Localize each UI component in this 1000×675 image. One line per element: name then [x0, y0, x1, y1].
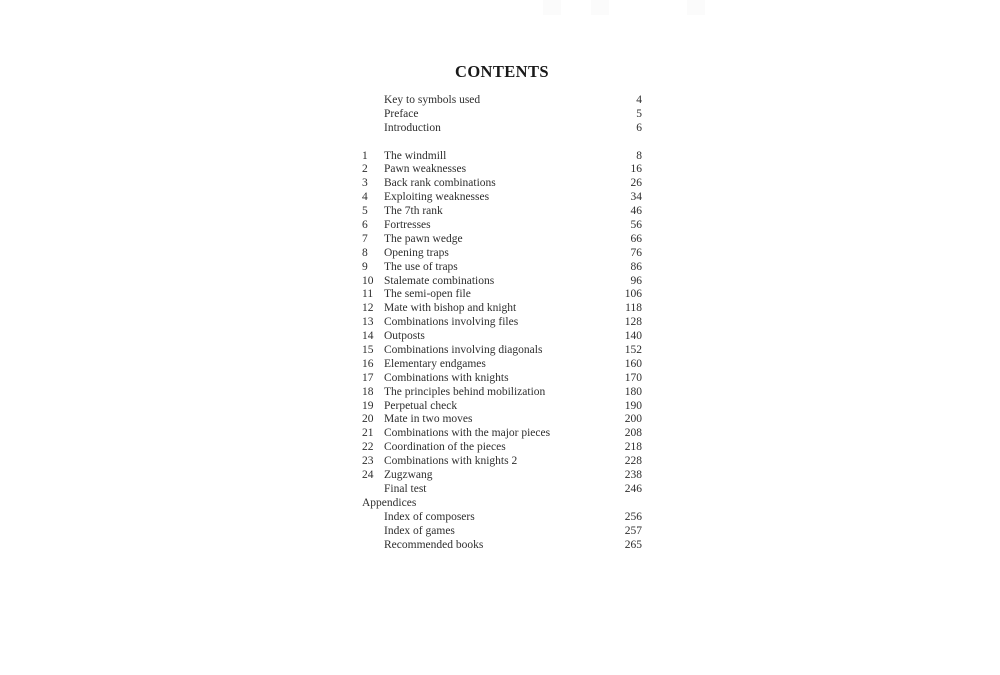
entry-page-number: 86 — [630, 260, 642, 273]
toc-row — [362, 386, 642, 400]
entry-title: Fortresses — [384, 219, 431, 232]
chapter-number: 18 — [362, 385, 374, 398]
entry-title: Introduction — [384, 121, 441, 134]
chapter-number: 11 — [362, 288, 374, 301]
chapter-number: 17 — [362, 371, 374, 384]
entry-page-number: 6 — [636, 121, 642, 134]
chapter-number: 21 — [362, 427, 374, 440]
chapter-number: 2 — [362, 163, 368, 176]
chapter-number: 4 — [362, 191, 368, 204]
toc-row — [362, 261, 642, 275]
entry-page-number: 4 — [636, 94, 642, 106]
entry-title: The principles behind mobilization — [384, 385, 546, 398]
entry-page-number: 228 — [624, 455, 642, 468]
toc-row — [362, 358, 642, 372]
toc-row — [362, 344, 642, 358]
entry-page-number: 128 — [624, 316, 642, 329]
chapter-number: 10 — [362, 274, 374, 287]
entry-page-number: 8 — [636, 149, 642, 162]
entry-title: Back rank combinations — [384, 177, 496, 190]
entry-page-number: 34 — [630, 191, 642, 204]
entry-page-number: 257 — [624, 524, 642, 537]
entry-title: Perpetual check — [384, 399, 458, 412]
entry-title: Combinations involving diagonals — [384, 344, 543, 357]
entry-page-number: 46 — [630, 205, 642, 218]
toc-row — [362, 288, 642, 302]
entry-page-number: 238 — [624, 469, 642, 482]
chapter-number: 20 — [362, 413, 374, 426]
chapter-number: 14 — [362, 330, 374, 343]
entry-title: Stalemate combinations — [384, 274, 495, 287]
entry-title: The 7th rank — [384, 205, 443, 218]
chapter-number — [362, 94, 384, 108]
toc-row — [362, 191, 642, 205]
entry-page-number: 76 — [630, 246, 642, 259]
entry-page-number: 118 — [625, 302, 642, 315]
toc-row — [362, 205, 642, 219]
chapter-number: 15 — [362, 344, 374, 357]
entry-page-number: 56 — [630, 219, 642, 232]
chapter-number — [362, 122, 384, 136]
toc-row — [362, 150, 642, 164]
entry-page-number: 66 — [630, 232, 642, 245]
chapter-number: 5 — [362, 205, 368, 218]
entry-page-number: 256 — [624, 510, 642, 523]
entry-title: The use of traps — [384, 260, 458, 273]
entry-page-number: 160 — [624, 357, 642, 370]
toc — [362, 94, 642, 552]
toc-row — [362, 233, 642, 247]
entry-page-number: 96 — [630, 274, 642, 287]
toc-row — [362, 330, 642, 344]
chapter-number: 6 — [362, 219, 368, 232]
chapter-number: 9 — [362, 260, 368, 273]
toc-row — [362, 469, 642, 483]
entry-title: Coordination of the pieces — [384, 441, 506, 454]
entry-title: Opening traps — [384, 246, 449, 259]
toc-row — [362, 247, 642, 261]
toc-row — [362, 455, 642, 469]
chapter-number: 8 — [362, 246, 368, 259]
section-label-text: Appendices — [362, 496, 417, 509]
toc-row — [362, 94, 642, 108]
entry-page-number: 190 — [624, 399, 642, 412]
toc-row — [362, 219, 642, 233]
chapter-number: 19 — [362, 399, 374, 412]
entry-title: Combinations with knights 2 — [384, 455, 518, 468]
entry-title: Zugzwang — [384, 469, 433, 482]
entry-page-number: 5 — [636, 107, 642, 120]
toc-row — [362, 483, 642, 497]
toc-row — [362, 163, 642, 177]
chapter-number — [362, 511, 384, 525]
chapter-number — [362, 539, 384, 553]
entry-page-number: 265 — [624, 538, 642, 551]
entry-page-number: 200 — [624, 413, 642, 426]
entry-title: Mate in two moves — [384, 413, 473, 426]
toc-row — [362, 427, 642, 441]
chapter-number: 12 — [362, 302, 374, 315]
entry-title: Final test — [384, 482, 427, 495]
entry-title: Exploiting weaknesses — [384, 191, 490, 204]
toc-row — [362, 539, 642, 553]
chapter-number: 13 — [362, 316, 374, 329]
toc-row — [362, 108, 642, 122]
entry-page-number: 26 — [630, 177, 642, 190]
entry-page-number: 208 — [624, 427, 642, 440]
entry-title: The pawn wedge — [384, 232, 463, 245]
chapter-number: 7 — [362, 232, 368, 245]
entry-title: Index of composers — [384, 510, 475, 523]
entry-title: Outposts — [384, 330, 425, 343]
chapter-number: 1 — [362, 149, 368, 162]
entry-title: The semi-open file — [384, 288, 471, 301]
entry-page-number: 246 — [624, 482, 642, 495]
toc-row — [362, 372, 642, 386]
toc-spacer — [362, 136, 642, 150]
entry-page-number: 106 — [624, 288, 642, 301]
toc-row — [362, 400, 642, 414]
scan-artifact — [591, 0, 609, 15]
chapter-number: 23 — [362, 455, 374, 468]
entry-page-number: 170 — [624, 371, 642, 384]
toc-row — [362, 511, 642, 525]
page-title: CONTENTS — [455, 62, 549, 81]
entry-title: Elementary endgames — [384, 357, 486, 370]
chapter-number — [362, 108, 384, 122]
entry-page-number: 152 — [624, 344, 642, 357]
entry-page-number: 140 — [624, 330, 642, 343]
entry-title: Combinations with knights — [384, 371, 509, 384]
toc-row — [362, 413, 642, 427]
chapter-number — [362, 525, 384, 539]
chapter-number — [362, 483, 384, 497]
entry-title: Combinations involving files — [384, 316, 519, 329]
toc-row — [362, 122, 642, 136]
toc-row — [362, 525, 642, 539]
entry-title: Mate with bishop and knight — [384, 302, 517, 315]
chapter-number: 3 — [362, 177, 368, 190]
entry-title: Recommended books — [384, 538, 484, 551]
toc-section-label — [362, 497, 642, 511]
entry-page-number: 218 — [624, 441, 642, 454]
entry-page-number: 16 — [630, 163, 642, 176]
toc-row — [362, 275, 642, 289]
entry-title: Pawn weaknesses — [384, 163, 467, 176]
entry-title: Key to symbols used — [384, 94, 481, 106]
entry-title: Combinations with the major pieces — [384, 427, 551, 440]
scan-artifact — [543, 0, 561, 15]
entry-page-number: 180 — [624, 385, 642, 398]
entry-title: Index of games — [384, 524, 455, 537]
toc-row — [362, 302, 642, 316]
entry-title: Preface — [384, 107, 419, 120]
chapter-number: 24 — [362, 469, 374, 482]
scan-artifact — [687, 0, 705, 15]
entry-title: The windmill — [384, 149, 447, 162]
chapter-number: 22 — [362, 441, 374, 454]
contents-page — [362, 62, 642, 552]
chapter-number: 16 — [362, 357, 374, 370]
toc-row — [362, 316, 642, 330]
toc-row — [362, 177, 642, 191]
toc-row — [362, 441, 642, 455]
